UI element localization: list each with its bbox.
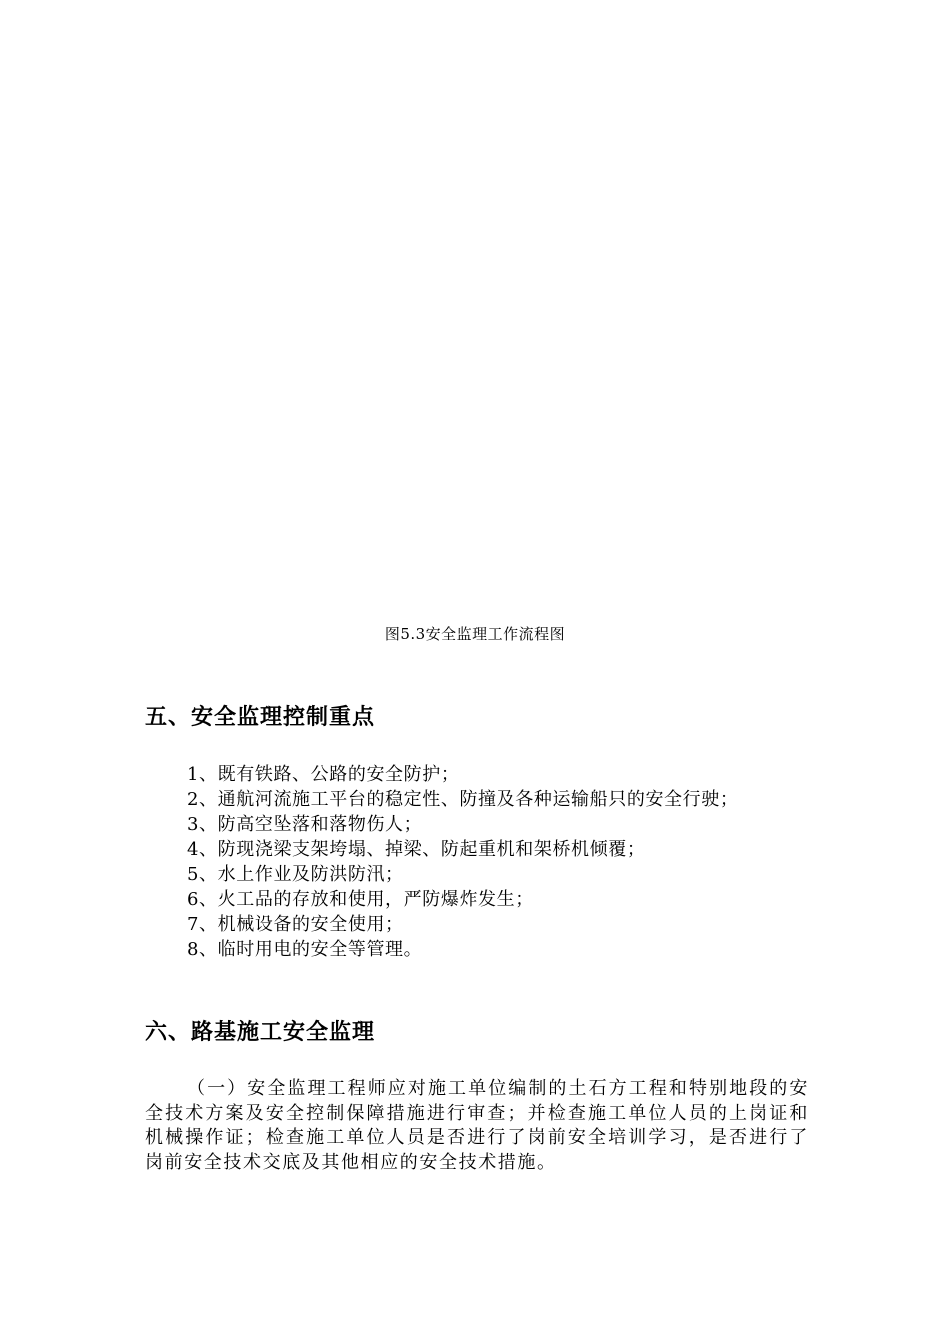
- list-item: 6、火工品的存放和使用，严防爆炸发生；: [187, 889, 534, 910]
- list-item: 8、临时用电的安全等管理。: [187, 939, 423, 960]
- figure-caption: 图5.3安全监理工作流程图: [384, 625, 566, 643]
- section-5-list: [145, 762, 809, 962]
- list-item: 3、防高空坠落和落物伤人；: [187, 814, 423, 835]
- list-item: 1、既有铁路、公路的安全防护；: [187, 764, 460, 785]
- list-item: 5、水上作业及防洪防汛；: [187, 864, 404, 885]
- section-6-paragraph: （一）安全监理工程师应对施工单位编制的土石方工程和特别地段的安全技术方案及安全控制保障措施进行审查；并检查施工单位人员的上岗证和机械操作证；检查施工单位人员是否进行了岗前安全培训学习，是否进行了岗前安全技术交底及其他相应的安全技术措施。: [145, 1078, 809, 1173]
- list-item: 2、通航河流施工平台的稳定性、防撞及各种运输船只的安全行驶；: [187, 789, 739, 810]
- list-item: 4、防现浇梁支架垮塌、掉梁、防起重机和架桥机倾覆；: [187, 839, 646, 860]
- section-6-heading: 六、路基施工安全监理: [145, 1020, 376, 1045]
- section-5-heading: 五、安全监理控制重点: [145, 705, 376, 730]
- list-item: 7、机械设备的安全使用；: [187, 914, 404, 935]
